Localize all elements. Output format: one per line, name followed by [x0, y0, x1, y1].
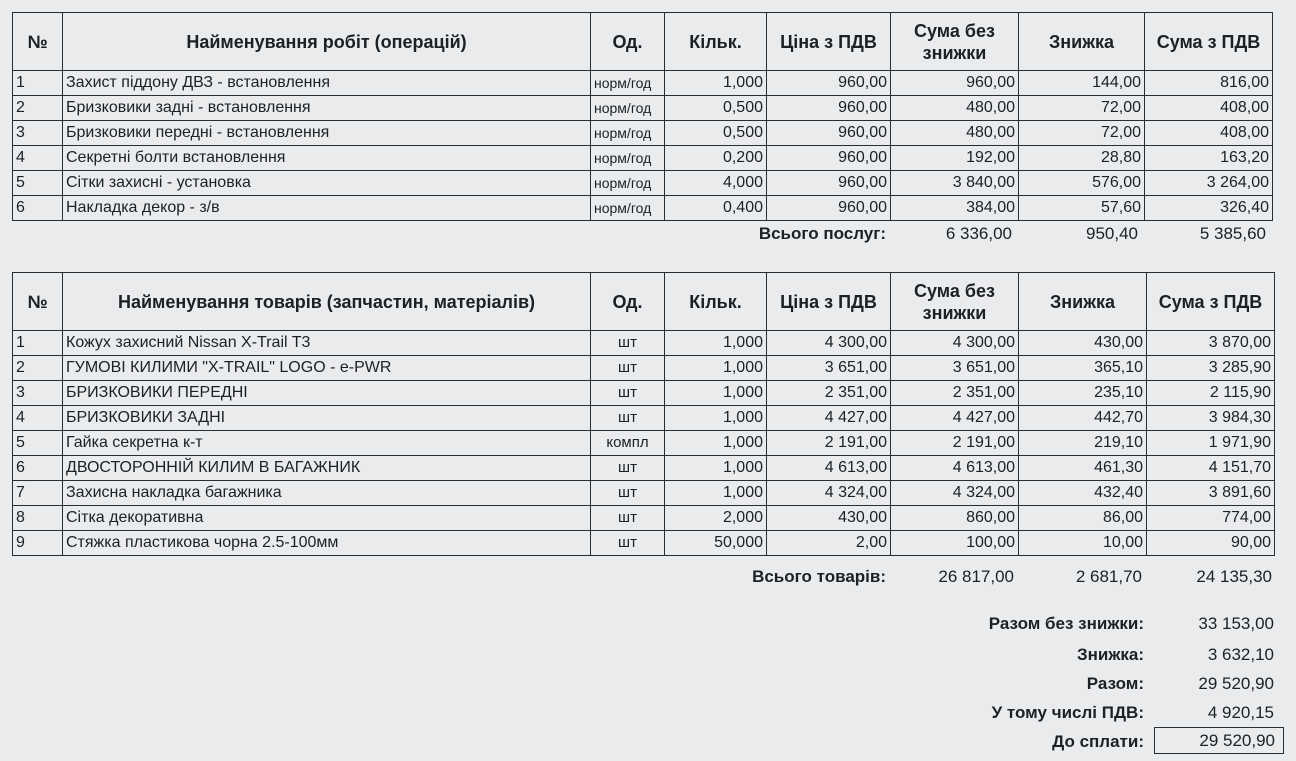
row-sum: 384,00: [891, 196, 1019, 221]
services-col-total: Сума з ПДВ: [1145, 13, 1273, 71]
row-discount: 365,10: [1019, 356, 1147, 381]
row-price: 960,00: [767, 171, 891, 196]
row-name: Сітка декоративна: [63, 506, 591, 531]
row-number: 5: [13, 171, 63, 196]
row-name: Стяжка пластикова чорна 2.5-100мм: [63, 531, 591, 556]
row-sum: 2 351,00: [891, 381, 1019, 406]
goods-totals-total: 24 135,30: [1196, 567, 1272, 586]
services-col-sum: Сума без знижки: [891, 13, 1019, 71]
row-unit: норм/год: [591, 171, 665, 196]
row-qty: 2,000: [665, 506, 767, 531]
row-unit: шт: [591, 481, 665, 506]
row-number: 4: [13, 146, 63, 171]
row-number: 9: [13, 531, 63, 556]
goods-col-name: Найменування товарів (запчастин, матеріалів): [63, 273, 591, 331]
row-unit: шт: [591, 531, 665, 556]
row-discount: 10,00: [1019, 531, 1147, 556]
row-price: 4 324,00: [767, 481, 891, 506]
goods-totals-label: Всього товарів:: [752, 567, 886, 586]
services-col-name: Найменування робіт (операцій): [63, 13, 591, 71]
row-price: 2 351,00: [767, 381, 891, 406]
row-price: 2,00: [767, 531, 891, 556]
row-qty: 0,500: [665, 121, 767, 146]
row-unit: норм/год: [591, 146, 665, 171]
row-total: 3 285,90: [1147, 356, 1275, 381]
row-discount: 461,30: [1019, 456, 1147, 481]
row-unit: норм/год: [591, 71, 665, 96]
table-row: [13, 531, 1275, 556]
row-unit: шт: [591, 381, 665, 406]
services-col-no: №: [13, 13, 63, 71]
row-total: 4 151,70: [1147, 456, 1275, 481]
row-name: Секретні болти встановлення: [63, 146, 591, 171]
row-number: 2: [13, 356, 63, 381]
row-price: 4 427,00: [767, 406, 891, 431]
summary-total-label: Разом:: [1086, 674, 1144, 693]
goods-col-unit: Од.: [591, 273, 665, 331]
table-row: [13, 171, 1273, 196]
summary-to-pay-label: До сплати:: [1052, 732, 1144, 751]
row-qty: 1,000: [665, 456, 767, 481]
services-table: [12, 12, 1273, 221]
row-price: 960,00: [767, 146, 891, 171]
row-sum: 3 651,00: [891, 356, 1019, 381]
row-number: 2: [13, 96, 63, 121]
row-discount: 28,80: [1019, 146, 1145, 171]
table-row: [13, 331, 1275, 356]
row-discount: 442,70: [1019, 406, 1147, 431]
row-qty: 1,000: [665, 431, 767, 456]
services-totals: [0, 224, 1296, 248]
row-name: Захист піддону ДВЗ - встановлення: [63, 71, 591, 96]
summary-vat-value: 4 920,15: [1207, 703, 1274, 722]
row-unit: норм/год: [591, 121, 665, 146]
row-total: 1 971,90: [1147, 431, 1275, 456]
goods-col-price: Ціна з ПДВ: [767, 273, 891, 331]
row-price: 3 651,00: [767, 356, 891, 381]
row-price: 960,00: [767, 121, 891, 146]
goods-col-qty: Кільк.: [665, 273, 767, 331]
row-total: 3 870,00: [1147, 331, 1275, 356]
row-sum: 960,00: [891, 71, 1019, 96]
summary-without-discount-value: 33 153,00: [1198, 614, 1274, 633]
row-sum: 480,00: [891, 96, 1019, 121]
table-row: [13, 481, 1275, 506]
services-header-row: [13, 13, 1273, 71]
row-qty: 1,000: [665, 356, 767, 381]
row-total: 3 891,60: [1147, 481, 1275, 506]
row-total: 3 264,00: [1145, 171, 1273, 196]
services-col-unit: Од.: [591, 13, 665, 71]
row-unit: шт: [591, 506, 665, 531]
row-total: 408,00: [1145, 96, 1273, 121]
row-price: 2 191,00: [767, 431, 891, 456]
row-qty: 50,000: [665, 531, 767, 556]
row-discount: 235,10: [1019, 381, 1147, 406]
row-price: 4 300,00: [767, 331, 891, 356]
row-qty: 0,500: [665, 96, 767, 121]
goods-col-no: №: [13, 273, 63, 331]
row-name: Гайка секретна к-т: [63, 431, 591, 456]
row-name: Бризковики передні - встановлення: [63, 121, 591, 146]
row-number: 6: [13, 456, 63, 481]
row-unit: компл: [591, 431, 665, 456]
services-col-qty: Кільк.: [665, 13, 767, 71]
row-price: 430,00: [767, 506, 891, 531]
row-total: 2 115,90: [1147, 381, 1275, 406]
goods-col-discount: Знижка: [1019, 273, 1147, 331]
table-row: [13, 406, 1275, 431]
summary-block: [0, 612, 1296, 761]
row-unit: шт: [591, 331, 665, 356]
services-totals-sum: 6 336,00: [945, 224, 1012, 243]
row-discount: 72,00: [1019, 121, 1145, 146]
row-name: Накладка декор - з/в: [63, 196, 591, 221]
goods-totals-sum: 26 817,00: [938, 567, 1014, 586]
row-qty: 1,000: [665, 71, 767, 96]
goods-col-sum: Сума без знижки: [891, 273, 1019, 331]
row-total: 326,40: [1145, 196, 1273, 221]
row-unit: шт: [591, 406, 665, 431]
row-qty: 1,000: [665, 481, 767, 506]
row-sum: 100,00: [891, 531, 1019, 556]
row-discount: 576,00: [1019, 171, 1145, 196]
row-unit: шт: [591, 356, 665, 381]
row-name: БРИЗКОВИКИ ЗАДНІ: [63, 406, 591, 431]
row-discount: 432,40: [1019, 481, 1147, 506]
row-number: 7: [13, 481, 63, 506]
row-discount: 72,00: [1019, 96, 1145, 121]
row-discount: 144,00: [1019, 71, 1145, 96]
summary-discount-label: Знижка:: [1076, 645, 1144, 664]
row-sum: 860,00: [891, 506, 1019, 531]
services-totals-total: 5 385,60: [1199, 224, 1266, 243]
row-number: 1: [13, 71, 63, 96]
table-row: [13, 456, 1275, 481]
row-name: БРИЗКОВИКИ ПЕРЕДНІ: [63, 381, 591, 406]
row-name: ДВОСТОРОННІЙ КИЛИМ В БАГАЖНИК: [63, 456, 591, 481]
table-row: [13, 146, 1273, 171]
row-number: 3: [13, 381, 63, 406]
services-col-discount: Знижка: [1019, 13, 1145, 71]
table-row: [13, 506, 1275, 531]
row-qty: 1,000: [665, 331, 767, 356]
services-col-price: Ціна з ПДВ: [767, 13, 891, 71]
summary-total-value: 29 520,90: [1198, 674, 1274, 693]
row-sum: 2 191,00: [891, 431, 1019, 456]
row-sum: 4 427,00: [891, 406, 1019, 431]
row-total: 163,20: [1145, 146, 1273, 171]
row-price: 960,00: [767, 196, 891, 221]
to-pay-box: [1154, 727, 1284, 754]
row-unit: норм/год: [591, 196, 665, 221]
summary-without-discount-label: Разом без знижки:: [988, 614, 1144, 633]
summary-vat-label: У тому числі ПДВ:: [991, 703, 1144, 722]
row-qty: 0,200: [665, 146, 767, 171]
row-sum: 4 300,00: [891, 331, 1019, 356]
goods-table: [12, 272, 1275, 556]
row-qty: 4,000: [665, 171, 767, 196]
row-number: 1: [13, 331, 63, 356]
row-name: Кожух захисний Nissan X-Trail T3: [63, 331, 591, 356]
row-total: 816,00: [1145, 71, 1273, 96]
goods-header-row: [13, 273, 1275, 331]
table-row: [13, 71, 1273, 96]
table-row: [13, 121, 1273, 146]
row-unit: шт: [591, 456, 665, 481]
row-unit: норм/год: [591, 96, 665, 121]
row-name: Бризковики задні - встановлення: [63, 96, 591, 121]
row-number: 4: [13, 406, 63, 431]
row-sum: 3 840,00: [891, 171, 1019, 196]
summary-to-pay-value: 29 520,90: [1199, 731, 1275, 750]
services-totals-label: Всього послуг:: [758, 224, 886, 243]
table-row: [13, 356, 1275, 381]
row-discount: 57,60: [1019, 196, 1145, 221]
row-number: 3: [13, 121, 63, 146]
row-discount: 430,00: [1019, 331, 1147, 356]
table-row: [13, 431, 1275, 456]
goods-col-total: Сума з ПДВ: [1147, 273, 1275, 331]
goods-totals-discount: 2 681,70: [1075, 567, 1142, 586]
row-price: 4 613,00: [767, 456, 891, 481]
row-sum: 480,00: [891, 121, 1019, 146]
row-sum: 4 324,00: [891, 481, 1019, 506]
row-number: 5: [13, 431, 63, 456]
row-qty: 0,400: [665, 196, 767, 221]
goods-totals: [0, 567, 1296, 591]
row-discount: 86,00: [1019, 506, 1147, 531]
services-totals-discount: 950,40: [1086, 224, 1138, 243]
row-number: 6: [13, 196, 63, 221]
table-row: [13, 381, 1275, 406]
row-total: 408,00: [1145, 121, 1273, 146]
table-row: [13, 96, 1273, 121]
summary-discount-value: 3 632,10: [1207, 645, 1274, 664]
row-qty: 1,000: [665, 381, 767, 406]
row-price: 960,00: [767, 96, 891, 121]
row-name: Захисна накладка багажника: [63, 481, 591, 506]
row-qty: 1,000: [665, 406, 767, 431]
row-name: ГУМОВІ КИЛИМИ "X-TRAIL" LOGO - e-PWR: [63, 356, 591, 381]
row-total: 774,00: [1147, 506, 1275, 531]
row-discount: 219,10: [1019, 431, 1147, 456]
row-sum: 192,00: [891, 146, 1019, 171]
row-total: 90,00: [1147, 531, 1275, 556]
row-total: 3 984,30: [1147, 406, 1275, 431]
table-row: [13, 196, 1273, 221]
row-name: Сітки захисні - установка: [63, 171, 591, 196]
row-sum: 4 613,00: [891, 456, 1019, 481]
row-number: 8: [13, 506, 63, 531]
row-price: 960,00: [767, 71, 891, 96]
